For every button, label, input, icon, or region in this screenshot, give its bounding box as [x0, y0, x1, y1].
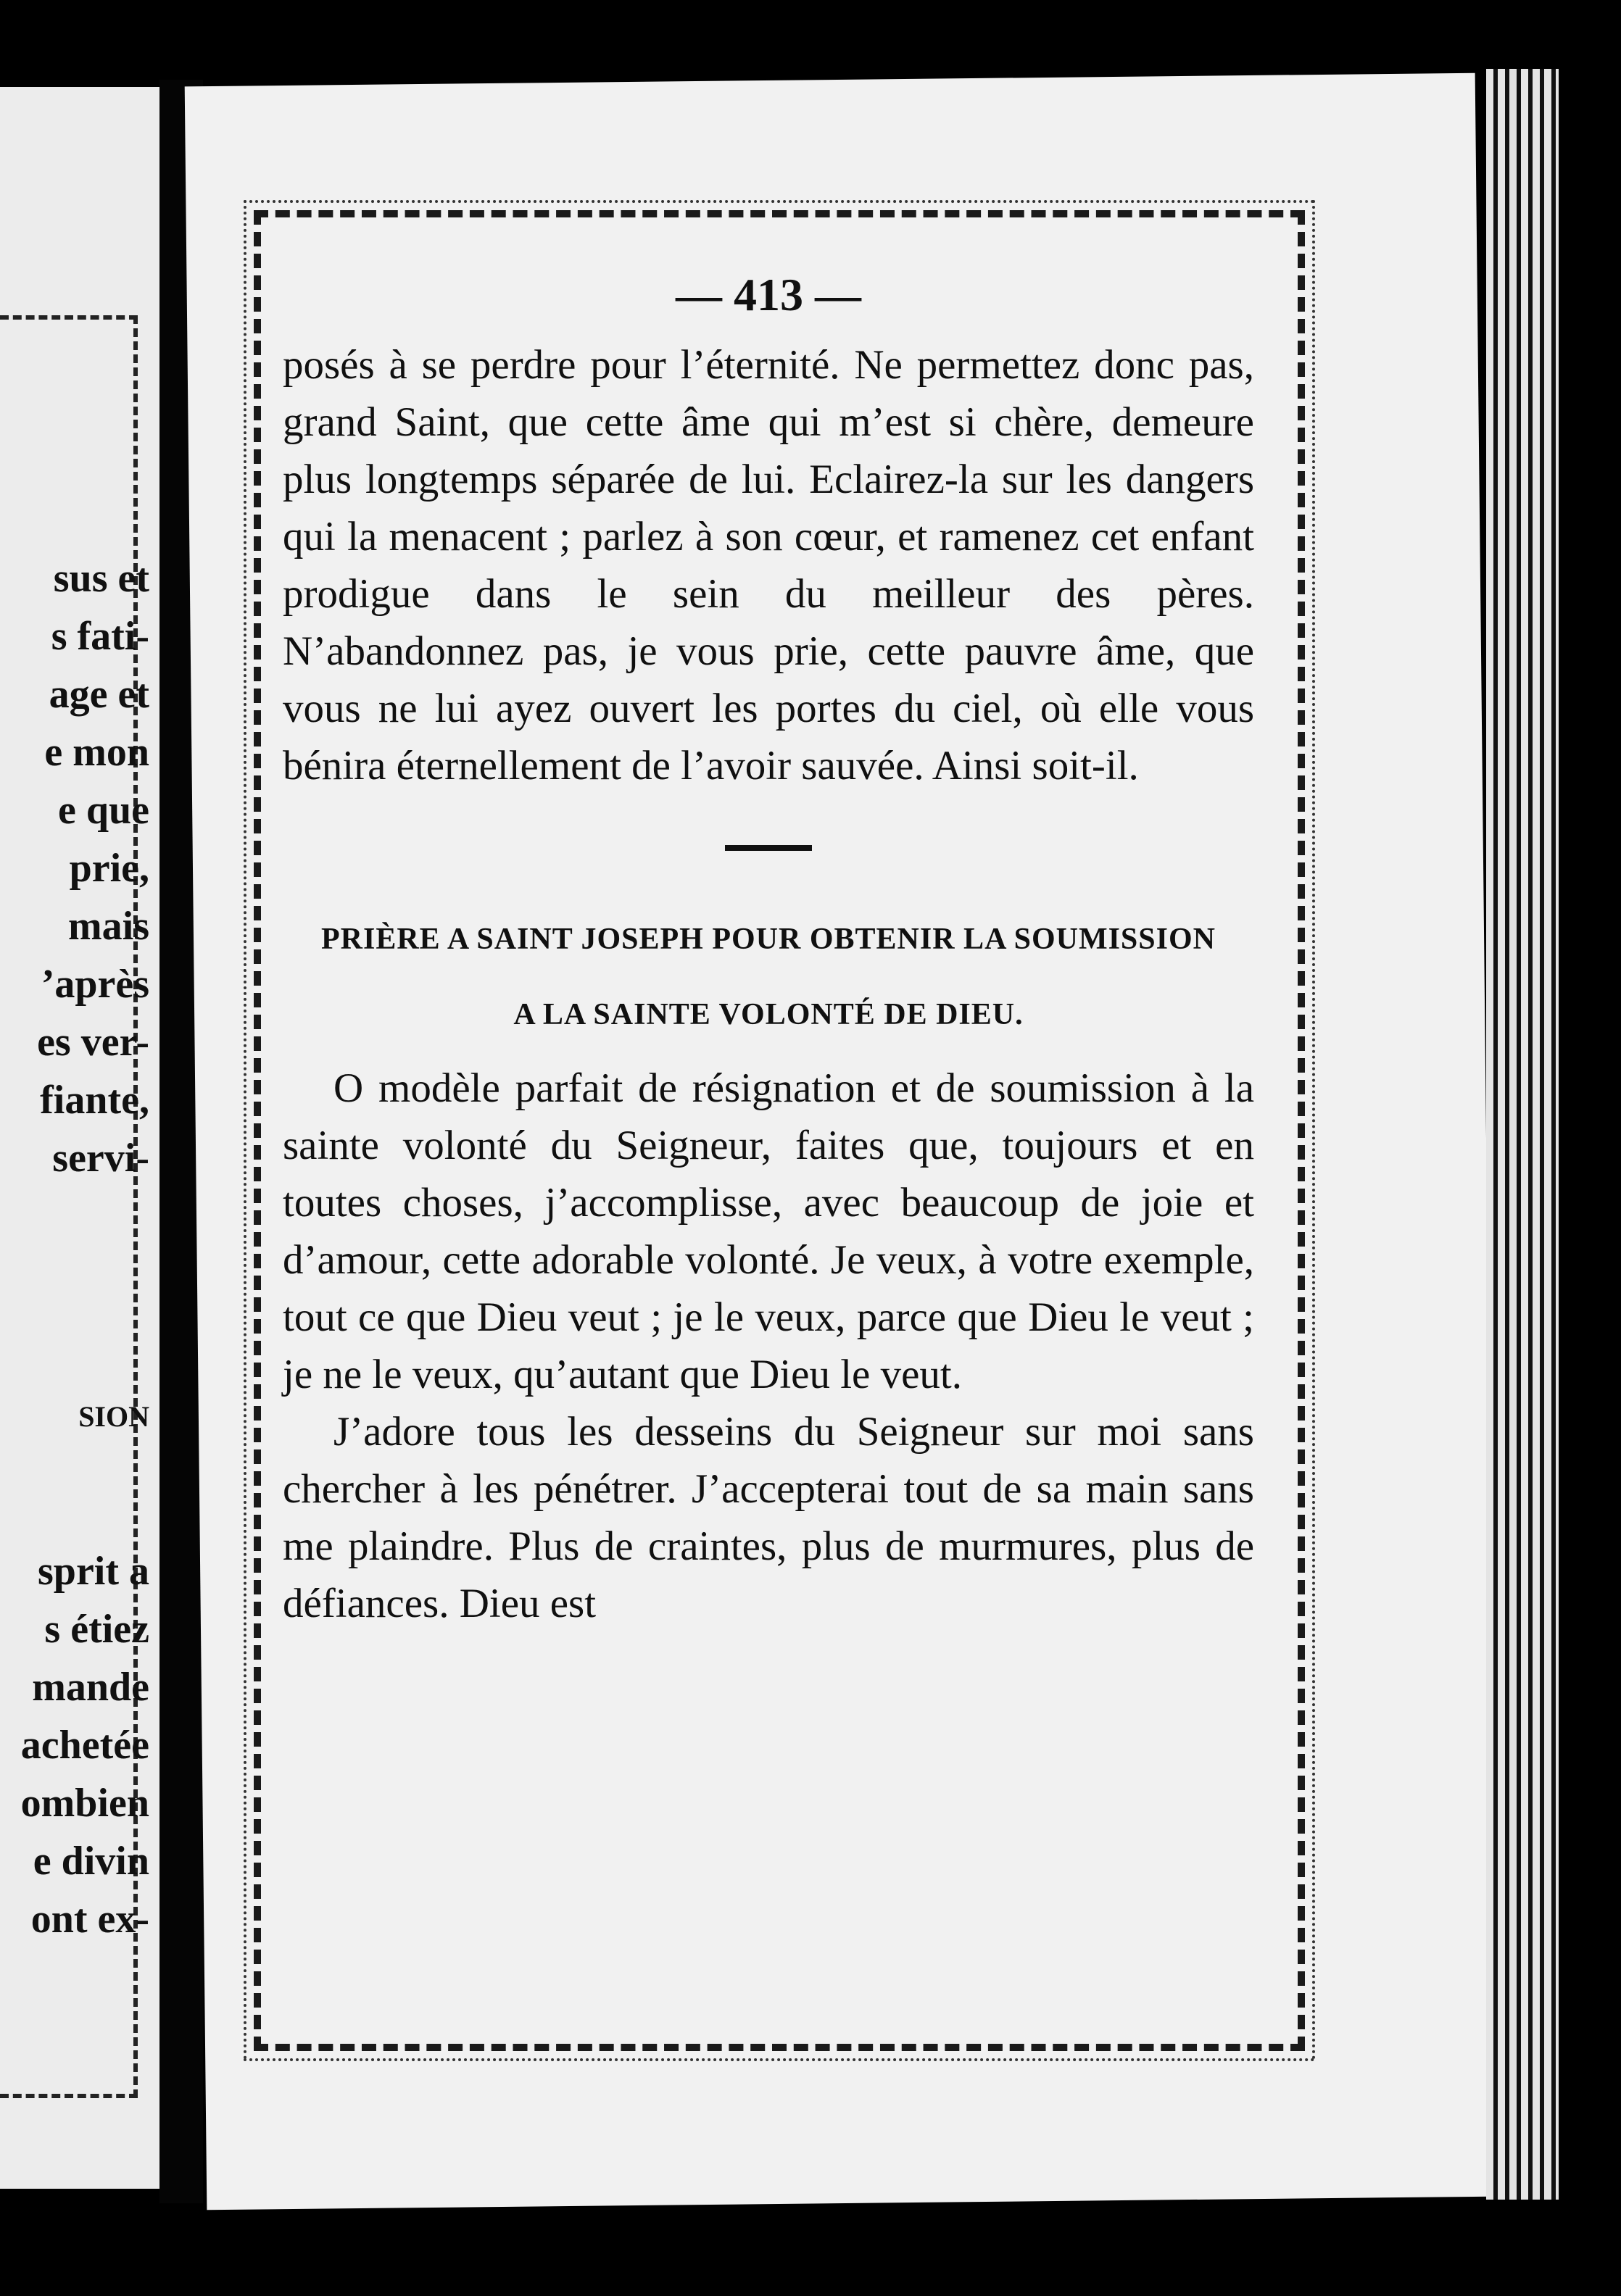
left-fragment: ont ex-	[30, 1897, 149, 1942]
page-number: — 413 —	[676, 269, 861, 320]
left-fragment: prie,	[69, 846, 149, 891]
left-fragment: age et	[49, 672, 149, 717]
left-fragment: ’après	[41, 962, 149, 1007]
left-fragment: s fati-	[51, 614, 149, 659]
prayer-title-line-2: A LA SAINTE VOLONTÉ DE DIEU.	[513, 998, 1024, 1031]
left-fragment: SION	[78, 1400, 149, 1433]
left-fragment: e que	[58, 788, 149, 833]
left-fragment: achetée	[20, 1723, 149, 1768]
left-fragment: e divin	[33, 1839, 149, 1884]
page-content	[283, 268, 1254, 1632]
prayer-title-line-1: PRIÈRE A SAINT JOSEPH POUR OBTENIR LA SOUMISSION	[320, 923, 1216, 956]
left-fragment: fiante,	[40, 1078, 149, 1123]
left-fragment: es ver-	[37, 1020, 149, 1065]
section-divider	[725, 845, 812, 851]
left-fragment: mais	[68, 904, 149, 949]
left-fragment: ombien	[20, 1781, 149, 1826]
left-fragment: mande	[32, 1665, 149, 1710]
left-fragment: e mon	[44, 730, 149, 775]
page-edges	[1486, 69, 1559, 2200]
left-fragment: s étiez	[44, 1607, 149, 1652]
left-fragment: sprit a	[38, 1549, 149, 1594]
continued-paragraph: posés à se perdre pour l’éternité. Ne permettez donc pas, grand Saint, que cette âme qui m’est si chère, demeure plus longtemps séparée de lui. Eclairez-la sur les dangers qui la menacent ; parlez à son cœur, et ramenez cet enfant prodigue dans le sein du meilleur des pères. N’abandonnez pas, je vous prie, cette pauvre âme, que vous ne lui ayez ouvert les portes du ciel, où elle vous bénira éternellement de l’avoir sauvée. Ainsi soit-il.	[283, 342, 1254, 789]
left-fragment: servi-	[52, 1136, 149, 1181]
left-page	[0, 87, 159, 2189]
prayer-paragraph: O modèle parfait de résignation et de soumission à la sainte volonté du Seigneur, faites que, toujours et en toutes choses, j’accomplisse, avec beaucoup de joie et d’amour, cette adorable volonté. Je veux, à votre exemple, tout ce que Dieu veut ; je le veux, parce que Dieu le veut ; je ne le veux, qu’autant que Dieu le veut.	[283, 1065, 1254, 1397]
left-fragment: sus et	[53, 556, 149, 601]
prayer-paragraph: J’adore tous les desseins du Seigneur sur moi sans chercher à les pénétrer. J’accepterai tout de sa main sans me plaindre. Plus de craintes, plus de murmures, plus de défiances. Dieu est	[283, 1409, 1254, 1626]
